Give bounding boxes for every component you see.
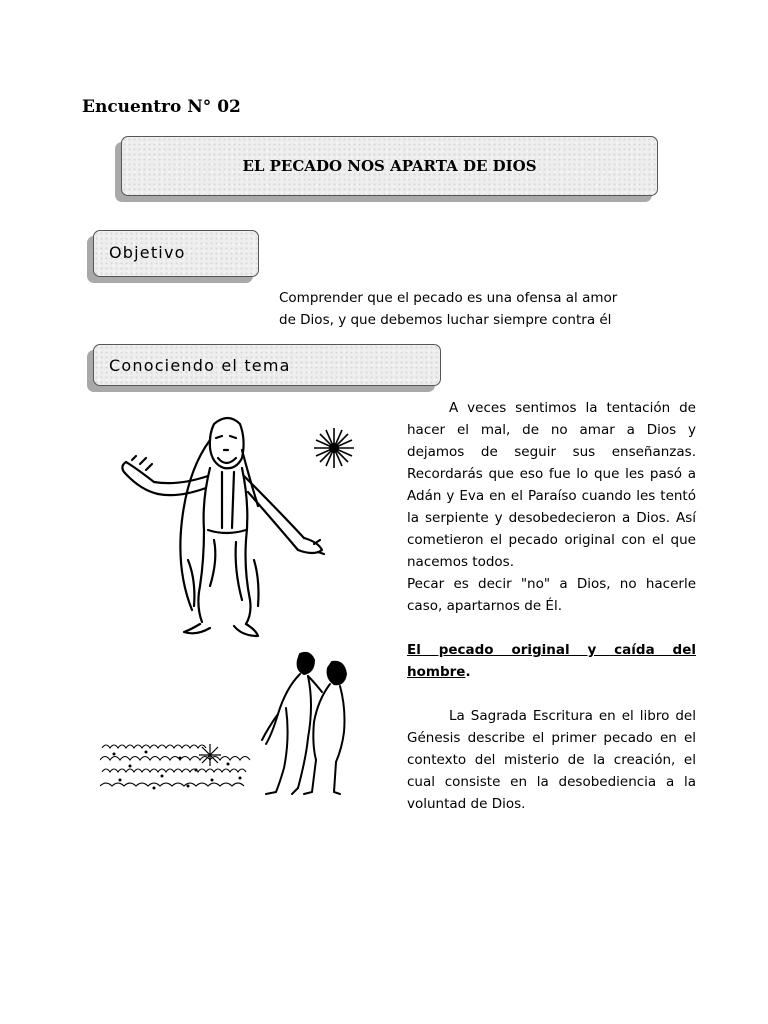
objective-text [279, 287, 669, 331]
paragraph-tentacion: A veces sentimos la tentación de hacer el mal, de no amar a Dios y dejamos de seguir sus enseñanzas. Recordarás que eso fue lo que les pasó a Adán y Eva en el Paraíso cuando les tentó la serpiente y desobedecieron a Dios. Así cometieron el pecado original con el que nacemos todos. [407, 400, 696, 570]
tema-banner [93, 344, 441, 386]
jesus-illustration [118, 410, 363, 638]
paragraph-genesis: La Sagrada Escritura en el libro del Génesis describe el primer pecado en el contexto del misterio de la creación, el cual consiste en la desobediencia a la voluntad de Dios. [407, 708, 696, 812]
objective-line-1: Comprender que el pecado es una ofensa al amor [279, 290, 618, 306]
page-title: EL PECADO NOS APARTA DE DIOS [242, 157, 537, 175]
title-banner [121, 136, 658, 196]
objetivo-banner [93, 230, 259, 277]
subheading-pecado-original [407, 639, 696, 683]
paragraph-pecar: Pecar es decir "no" a Dios, no hacerle caso, apartarnos de Él. [407, 576, 696, 614]
tema-body [407, 397, 696, 815]
subheading-period: . [465, 664, 471, 680]
subheading-text: El pecado original y caída del hombre [407, 642, 696, 680]
adam-eve-illustration [100, 648, 355, 798]
objetivo-label: Objetivo [109, 243, 186, 262]
encounter-heading: Encuentro N° 02 [82, 97, 241, 117]
tema-label: Conociendo el tema [109, 356, 291, 375]
objective-line-2: de Dios, y que debemos luchar siempre contra él [279, 312, 612, 328]
